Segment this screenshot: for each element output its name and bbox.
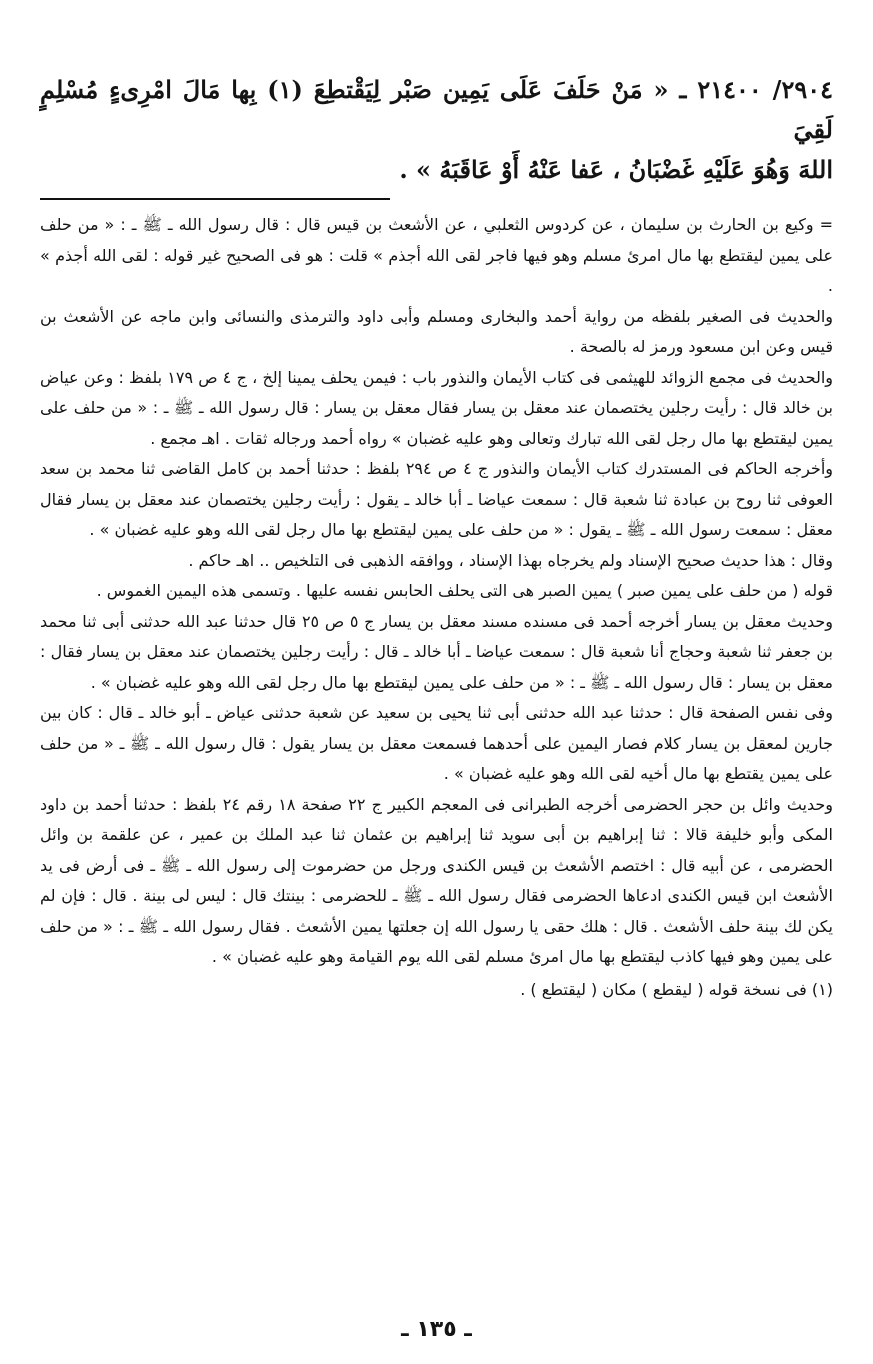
commentary-paragraph: قوله ( من حلف على يمين صبر ) يمين الصبر هى التى يحلف الحابس نفسه عليها . وتسمى هذه اليمين الغموس . bbox=[96, 581, 833, 600]
commentary-paragraph: وحديث معقل بن يسار أخرجه أحمد فى مسنده مسند معقل بن يسار ج ٥ ص ٢٥ قال حدثنا عبد الله حدثنى أبى ثنا محمد بن جعفر ثنا شعبة وحجاج أنا شعبة قال : سمعت عياضا ـ أبا خالد ـ قال : رأيت رجلين يختصمان عند معقل بن يسار فقال : معقل بن يسار : قال رسول الله ـ ﷺ ـ : « من حلف على يمين ليقتطع بها مال رجل لقى الله وهو عليه غضبان » . bbox=[40, 611, 834, 692]
footnote: (١) فى نسخة قوله ( ليقطع ) مكان ( ليقتطع ) . bbox=[520, 979, 833, 999]
commentary-paragraph: وقال : هذا حديث صحيح الإسناد ولم يخرجاه بهذا الإسناد ، ووافقه الذهبى فى التلخيص .. اهـ حاكم . bbox=[188, 550, 833, 570]
commentary-paragraph: والحديث فى الصغير بلفظه من رواية أحمد والبخارى ومسلم وأبى داود والترمذى والنسائى وابن ماجه عن الأشعث بن قيس وعن ابن مسعود ورمز له بالصحة . bbox=[40, 306, 833, 356]
page-number: ـ ١٣٥ ـ bbox=[401, 1317, 472, 1342]
hadith-text bbox=[40, 70, 833, 190]
hadith-line: ٢٩٠٤/ ٢١٤٠٠ ـ « مَنْ حَلَفَ عَلَى يَمِين صَبْر لِيَقْتطِعَ (١) بِها مَالَ امْرِىءٍ مُسْلِمٍ لَقِيَ bbox=[40, 75, 833, 144]
commentary-paragraph: وأخرجه الحاكم فى المستدرك كتاب الأيمان والنذور ج ٤ ص ٢٩٤ بلفظ : حدثنا أحمد بن كامل القاضى ثنا محمد بن سعد العوفى ثنا روح بن عبادة ثنا شعبة قال : سمعت عياضا ـ أبا خالد ـ يقول : رأيت رجلين يختصمان عند معقل بن يسار فقال معقل : سمعت رسول الله ـ ﷺ ـ يقول : « من حلف على يمين ليقتطع بها مال رجل لقى الله وهو عليه غضبان » . bbox=[40, 459, 833, 539]
commentary-paragraph: والحديث فى مجمع الزوائد للهيثمى فى كتاب الأيمان والنذور باب : فيمن يحلف يمينا إلخ ، ج ٤ ص ١٧٩ بلفظ : وعن عياض بن خالد قال : رأيت رجلين يختصمان عند معقل بن يسار فقال معقل بن يسار : قال رسول الله ـ ﷺ ـ : « من حلف على يمين ليقتطع بها مال رجل لقى الله تبارك وتعالى وهو عليه غضبان » رواه أحمد ورجاله ثقات . اهـ مجمع . bbox=[40, 367, 834, 448]
separator-rule bbox=[40, 198, 390, 200]
hadith-line: اللهَ وَهُوَ عَلَيْهِ غَضْبَانُ ، عَفا عَنْهُ أَوْ عَاقَبَهُ » . bbox=[399, 155, 833, 184]
page-body bbox=[40, 70, 833, 1005]
commentary bbox=[40, 210, 833, 973]
commentary-paragraph: = وكيع بن الحارث بن سليمان ، عن كردوس الثعلبي ، عن الأشعث بن قيس قال : قال رسول الله ـ ﷺ ـ : « من حلف على يمين ليقتطع بها مال امرئ مسلم وهو فيها فاجر لقى الله أجذم » قلت : هو فى الصحيح غير قوله : لقى الله أجذم » . bbox=[40, 215, 833, 295]
commentary-paragraph: وفى نفس الصفحة قال : حدثنا عبد الله حدثنى أبى ثنا يحيى بن سعيد عن شعبة حدثنى عياض ـ أبو خالد ـ قال : كان بين جارين لمعقل بن يسار كلام فصار اليمين على أحدهما فسمعت معقل بن يسار يقول : قال رسول الله ـ ﷺ ـ « من حلف على يمين يقتطع بها مال أخيه لقى الله وهو عليه غضبان » . bbox=[40, 703, 833, 783]
commentary-paragraph: وحديث وائل بن حجر الحضرمى أخرجه الطبرانى فى المعجم الكبير ج ٢٢ صفحة ١٨ رقم ٢٤ بلفظ : حدثنا أحمد بن داود المكى وأبو خليفة قالا : ثنا إبراهيم بن أبى سويد ثنا إبراهيم بن عثمان ثنا عبد الملك بن عمير ، عن علقمة بن وائل الحضرمى ، عن أبيه قال : اختصم الأشعث بن قيس الكندى ورجل من حضرموت إلى رسول الله ـ ﷺ ـ فى أرض فى يد الأشعث ابن قيس الكندى ادعاها الحضرمى فقال رسول الله ـ ﷺ ـ للحضرمى : بينتك قال : ليس لى بينة . قال : فإن لم يكن لك بينة حلف الأشعث . قال : هلك حقى يا رسول الله إن جعلتها يمين الأشعث . فقال رسول الله ـ ﷺ ـ : « من حلف على يمين وهو فيها كاذب ليقتطع بها مال امرئ مسلم لقى الله يوم القيامة وهو عليه غضبان » . bbox=[40, 794, 833, 966]
